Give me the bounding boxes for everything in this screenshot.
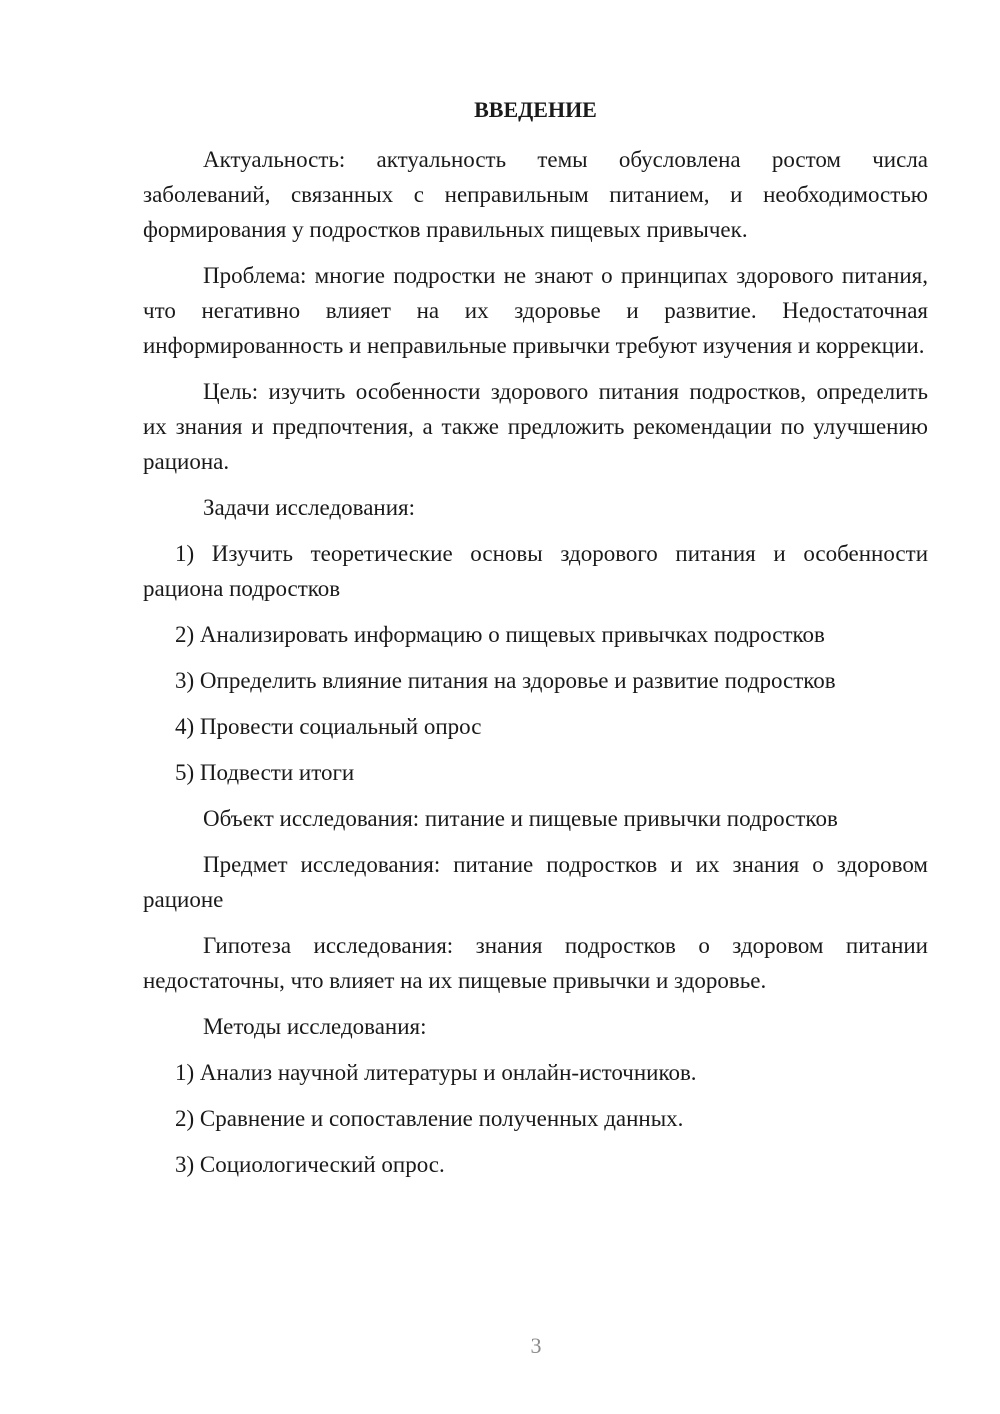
paragraph-object: Объект исследования: питание и пищевые привычки подростков xyxy=(203,806,838,831)
paragraph-subject: Предмет исследования: питание подростков и их знания о здоровом рационе xyxy=(143,852,928,912)
page-body xyxy=(143,96,928,1193)
paragraph-problem: Проблема: многие подростки не знают о принципах здорового питания, что негативно влияет на их здоровье и развитие. Недостаточная информированность и неправильные привычки требуют изучения и коррекции. xyxy=(143,263,928,358)
task-item-3: 3) Определить влияние питания на здоровье и развитие подростков xyxy=(175,668,836,693)
paragraph-methods-heading: Методы исследования: xyxy=(203,1014,427,1039)
task-item-5: 5) Подвести итоги xyxy=(175,760,355,785)
paragraph-goal: Цель: изучить особенности здорового питания подростков, определить их знания и предпочтения, а также предложить рекомендации по улучшению рациона. xyxy=(143,379,928,474)
task-item-2: 2) Анализировать информацию о пищевых привычках подростков xyxy=(175,622,825,647)
method-item-1: 1) Анализ научной литературы и онлайн-источников. xyxy=(175,1060,697,1085)
task-item-1: 1) Изучить теоретические основы здорового питания и особенности рациона подростков xyxy=(143,541,928,601)
method-item-3: 3) Социологический опрос. xyxy=(175,1152,445,1177)
page-number: 3 xyxy=(530,1333,542,1358)
paragraph-hypothesis: Гипотеза исследования: знания подростков о здоровом питании недостаточны, что влияет на их пищевые привычки и здоровье. xyxy=(143,933,928,993)
paragraph-relevance: Актуальность: актуальность темы обусловлена ростом числа заболеваний, связанных с неправильным питанием, и необходимостью формирования у подростков правильных пищевых привычек. xyxy=(143,147,928,242)
task-item-4: 4) Провести социальный опрос xyxy=(175,714,482,739)
method-item-2: 2) Сравнение и сопоставление полученных данных. xyxy=(175,1106,684,1131)
section-title: ВВЕДЕНИЕ xyxy=(474,97,597,122)
paragraph-tasks-heading: Задачи исследования: xyxy=(203,495,416,520)
